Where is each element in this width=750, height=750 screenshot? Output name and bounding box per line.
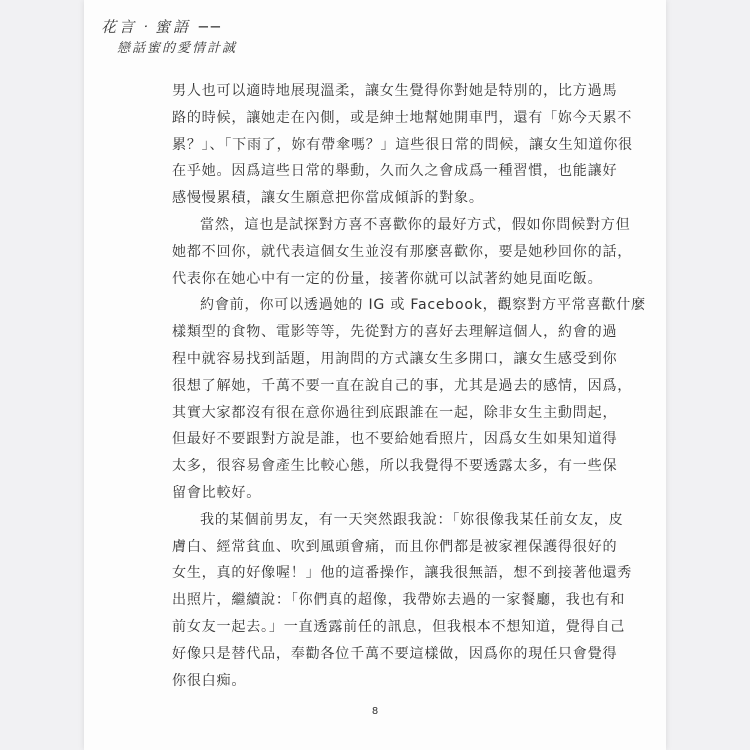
text-line: 男人也可以適時地展現溫柔，讓女生覺得你對她是特別的，比方過馬 bbox=[172, 83, 618, 99]
text-line: 代表你在她心中有一定的份量，接著你就可以試著約她見面吃飯。 bbox=[172, 270, 603, 287]
text-line: 她都不回你，就代表這個女生並沒有那麼喜歡你，要是她秒回你的話， bbox=[172, 243, 633, 260]
page-number: 8 bbox=[371, 706, 379, 717]
text-line: 你很白痴。 bbox=[172, 672, 247, 689]
text-line: 太多，很容易會產生比較心態，所以我覺得不要透露太多，有一些保 bbox=[172, 458, 618, 475]
text-line: 膚白、經常貧血、吹到風頭會痛，而且你們都是被家裡保護得很好的 bbox=[172, 538, 618, 555]
text-line: 留會比較好。 bbox=[172, 484, 262, 501]
text-line: 女生，真的好像喔！」他的這番操作，讓我很無語，想不到接著他還秀 bbox=[172, 565, 633, 582]
text-line: 前女友一起去。」一直透露前任的訊息，但我根本不想知道，覺得自己 bbox=[172, 618, 626, 635]
text-line: 程中就容易找到話題，用詢問的方式讓女生多開口，讓女生感受到你 bbox=[172, 350, 618, 367]
text-line: 累？」、「下雨了，妳有帶傘嗎？」這些很日常的問候，讓女生知道你很 bbox=[172, 136, 633, 153]
text-line: 在乎她。因爲這些日常的舉動，久而久之會成爲一種習慣，也能讓好 bbox=[172, 163, 618, 180]
text-line: 約會前，你可以透過她的 IG 或 Facebook，觀察對方平常喜歡什麼 bbox=[200, 297, 646, 314]
text-line: 路的時候，讓她走在內側，或是紳士地幫她開車門，還有「妳今天累不 bbox=[172, 109, 633, 126]
text-line: 出照片，繼續說：「你們真的超像，我帶妳去過的一家餐廳，我也有和 bbox=[172, 592, 626, 609]
text-line: 當然，這也是試探對方喜不喜歡你的最好方式，假如你問候對方但 bbox=[200, 216, 631, 233]
text-line: 我的某個前男友，有一天突然跟我說：「妳很像我某任前女友，皮 bbox=[200, 511, 624, 528]
text-line: 樣類型的食物、電影等等，先從對方的喜好去理解這個人，約會的過 bbox=[172, 324, 618, 341]
text-line: 但最好不要跟對方說是誰，也不要給她看照片，因爲女生如果知道得 bbox=[172, 431, 618, 448]
header-handwritten-title: 花言‧蜜語 ── bbox=[101, 18, 223, 36]
text-line: 感慢慢累積，讓女生願意把你當成傾訴的對象。 bbox=[172, 190, 484, 207]
header-handwritten-subtitle: 戀話蜜的愛情計誠 bbox=[117, 41, 238, 56]
text-line: 好像只是替代品，奉勸各位千萬不要這樣做，因爲你的現任只會覺得 bbox=[172, 645, 618, 662]
text-line: 很想了解她，千萬不要一直在說自己的事，尤其是過去的感情，因爲， bbox=[172, 377, 633, 394]
body-text bbox=[172, 78, 646, 694]
text-line: 其實大家都沒有很在意你過往到底跟誰在一起，除非女生主動問起， bbox=[172, 404, 618, 421]
